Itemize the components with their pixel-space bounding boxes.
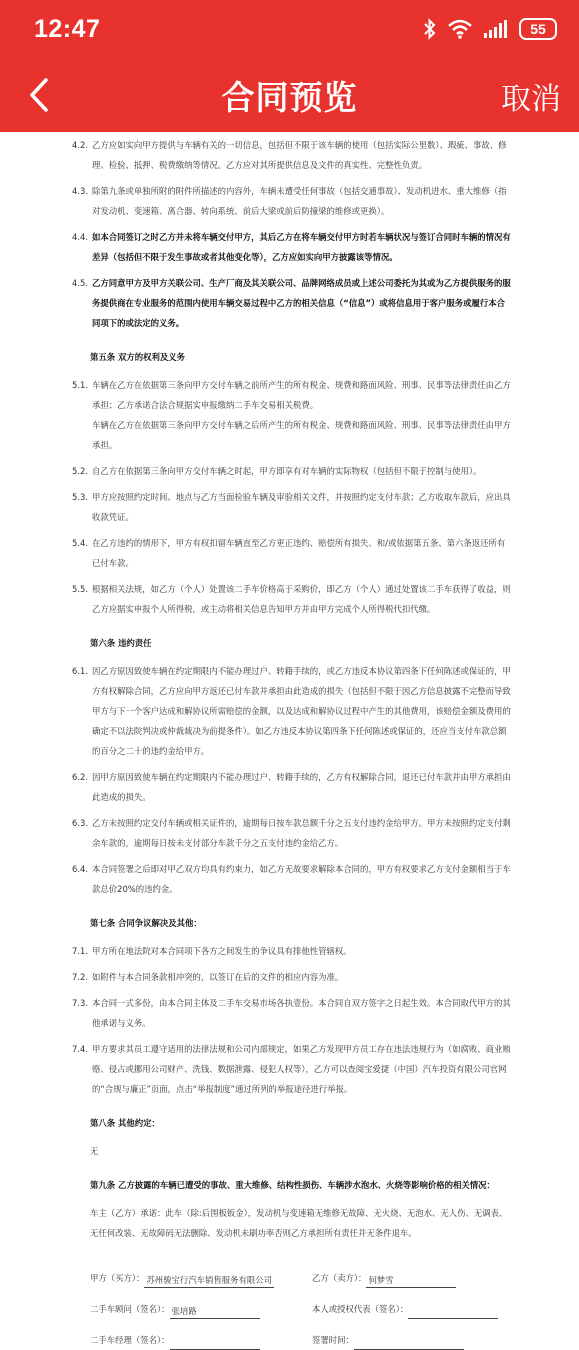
buyer-label: 甲方（买方）： — [90, 1273, 145, 1283]
wifi-icon — [447, 19, 473, 39]
signature-row-parties — [90, 1268, 513, 1288]
clause-6-3: 6.3. 乙方未按照约定交付车辆或相关证件的，逾期每日按车款总额千分之五支付违约金给甲方。甲方未按照约定支付剩余车款的，逾期每日按未支付部分车款千分之五支付违约金给乙方。 — [72, 818, 511, 848]
seller-label: 乙方（卖方）： — [312, 1273, 367, 1283]
advisor-label: 二手车顾问（签名）： — [90, 1304, 170, 1314]
section-7-heading: 第七条 合同争议解决及其他： — [90, 918, 202, 928]
signal-icon — [483, 19, 509, 39]
clause-7-4: 7.4. 甲方要求其员工遵守适用的法律法规和公司内部规定，如果乙方发现甲方员工存在违法违规行为（如腐败、商业贿赂、侵占或挪用公司财产、洗钱、数据泄露、侵犯人权等），乙方可以查阅宝爱捷（中国）汽车投资有限公司官网的“合规与廉正”页面，点击“举报制度”通过所列的举报途径进行举报。 — [72, 1044, 511, 1094]
status-time: 12:47 — [34, 14, 101, 43]
signature-row-manager — [90, 1330, 513, 1350]
contract-document[interactable] — [0, 132, 579, 1345]
clause-7-1: 7.1. 甲方所在地法院对本合同项下各方之间发生的争议具有排他性管辖权。 — [72, 946, 352, 956]
manager-label: 二手车经理（签名）： — [90, 1335, 170, 1345]
rep-signature — [408, 1303, 498, 1319]
status-icons — [423, 18, 557, 40]
clause-5-1: 5.1. 车辆在乙方在依据第三条向甲方交付车辆之前所产生的所有税金、规费和路面风险、刑事、民事等法律责任由乙方承担；乙方承诺合法合规据实申报缴纳二手车交易相关税费。 车辆在乙方在依据第三条向甲方交付车辆之后所产生的所有税金、规费和路面风险、刑事、民事等法律责任由甲方承担。 — [72, 380, 511, 450]
clause-4-4: 4.4. 如本合同签订之时乙方并未将车辆交付甲方，其后乙方在将车辆交付甲方时若车辆状况与签订合同时车辆的情况有差异（包括但不限于发生事故或者其他变化等），乙方应如实向甲方披露该等情况。 — [72, 232, 511, 262]
section-8-heading: 第八条 其他约定： — [90, 1118, 160, 1128]
section-9-content: 车主（乙方）承诺：此车（除:后围板钣金），发动机与变速箱无维修无故障、无火烧、无泡水、无人伤、无调表、无任何改装、无故障码无法删除、发动机未刷功率否则乙方承担所有责任并无条件退车。 — [90, 1208, 508, 1238]
clause-6-2: 6.2. 因甲方原因致使车辆在约定期限内不能办理过户、转籍手续的，乙方有权解除合同，退还已付车款并由甲方承担由此造成的损失。 — [72, 772, 511, 802]
battery-icon: 55 — [519, 18, 557, 40]
clause-5-5: 5.5. 根据相关法规，如乙方（个人）处置该二手车价格高于采购价，即乙方（个人）通过处置该二手车获得了收益，则乙方应据实申报个人所得税，或主动将相关信息告知甲方并由甲方完成个人所得税代扣代缴。 — [72, 584, 511, 614]
section-8-content: 无 — [90, 1146, 99, 1156]
clause-4-2: 4.2. 乙方应如实向甲方提供与车辆有关的一切信息，包括但不限于该车辆的使用（包括实际公里数）、瑕疵、事故、修理、检验、抵押、税费缴纳等情况。乙方应对其所提供信息及文件的真实性、完整性负责。 — [72, 140, 507, 170]
clause-7-3: 7.3. 本合同一式多份，由本合同主体及二手车交易市场各执壹份。本合同自双方签字之日起生效。本合同取代甲方的其他承诺与义务。 — [72, 998, 511, 1028]
section-6-heading: 第六条 违约责任 — [90, 638, 152, 648]
bluetooth-icon — [423, 18, 437, 40]
clause-6-1: 6.1. 因乙方原因致使车辆在约定期限内不能办理过户、转籍手续的，或乙方违反本协议第四条下任何陈述或保证的，甲方有权解除合同，乙方应向甲方返还已付车款并承担由此造成的损失（包括但不限于因乙方信息披露不完整而导致甲方与下一个客户达成和解协议所需赔偿的金额，以及达成和解协议过程中产生的其他费用，该赔偿金额及费用的确定不以法院判决或仲裁裁决为前提条件）。如乙方违反本协议第四条下任何陈述或保证的，还应当支付车款总额的百分之二十的违约金给甲方。 — [72, 666, 511, 756]
status-bar — [0, 0, 579, 58]
clause-5-3: 5.3. 甲方应按照约定时间、地点与乙方当面检验车辆及审验相关文件，并按照约定支付车款；乙方收取车款后，应出具收款凭证。 — [72, 492, 511, 522]
clause-6-4: 6.4. 本合同签署之后即对甲乙双方均具有约束力，如乙方无故要求解除本合同的，甲方有权要求乙方支付金额相当于车款总价20%的违约金。 — [72, 864, 511, 894]
section-5-heading: 第五条 双方的权利及义务 — [90, 352, 186, 362]
seller-value: 何梦雪 — [366, 1272, 456, 1288]
section-9-heading: 第九条 乙方披露的车辆已遭受的事故、重大维修、结构性损伤、车辆涉水泡水、火烧等影响价格的相关情况： — [90, 1180, 495, 1190]
signature-row-advisor — [90, 1299, 513, 1319]
nav-bar — [0, 58, 579, 132]
sign-time-value — [354, 1334, 464, 1350]
buyer-value: 苏州骏宝行汽车销售服务有限公司 — [144, 1272, 274, 1288]
clause-4-3: 4.3. 除第九条或单独所附的附件所描述的内容外，车辆未遭受任何事故（包括交通事故）、发动机进水、重大维修（指对发动机、变速箱、离合器、转向系统、前后大梁或前后防撞梁的维修或更换）。 — [72, 186, 507, 216]
cancel-button[interactable]: 取消 — [501, 82, 561, 117]
page-title: 合同预览 — [221, 78, 358, 117]
manager-signature — [170, 1334, 260, 1350]
sign-time-label: 签署时间： — [312, 1335, 354, 1345]
clause-5-1-text-2: 车辆在乙方在依据第三条向甲方交付车辆之后所产生的所有税金、规费和路面风险、刑事、民事等法律责任由甲方承担。 — [92, 420, 511, 450]
advisor-signature: 张培路 — [170, 1303, 260, 1319]
clause-5-4: 5.4. 在乙方违约的情形下，甲方有权扣留车辆直至乙方更正违约、赔偿所有损失、和/或依据第五条、第六条返还所有已付车款。 — [72, 538, 506, 568]
clause-5-1-text: 车辆在乙方在依据第三条向甲方交付车辆之前所产生的所有税金、规费和路面风险、刑事、民事等法律责任由乙方承担；乙方承诺合法合规据实申报缴纳二手车交易相关税费。 — [92, 380, 511, 410]
clause-5-2: 5.2. 自乙方在依据第三条向甲方交付车辆之时起，甲方即享有对车辆的实际物权（包括但不限于控制与使用）。 — [72, 466, 482, 476]
rep-label: 本人或授权代表（签名）： — [312, 1304, 409, 1314]
clause-4-5: 4.5. 乙方同意甲方及甲方关联公司、生产厂商及其关联公司、品牌网络成员或上述公司委托为其或为乙方提供服务的服务提供商在专业服务的范围内使用车辆交易过程中乙方的相关信息（“信息”）或将信息用于客户服务或履行本合同项下的或法定的义务。 — [72, 278, 511, 328]
clause-7-2: 7.2. 如附件与本合同条款相冲突的，以签订在后的文件的相应内容为准。 — [72, 972, 344, 982]
